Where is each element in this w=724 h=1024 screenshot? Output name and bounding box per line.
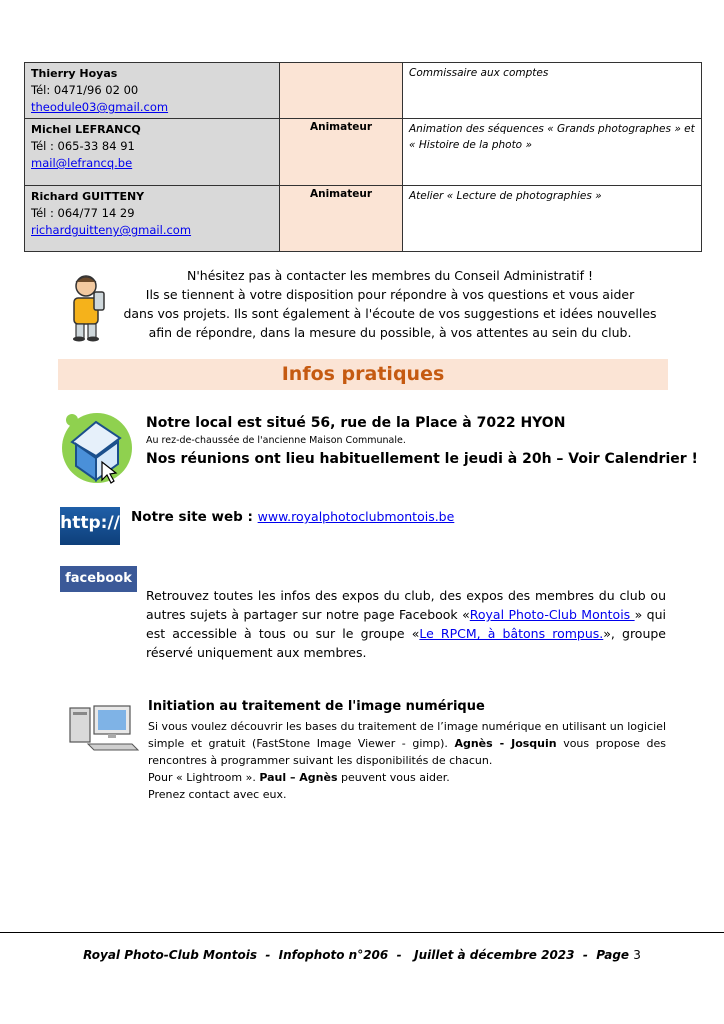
table-row	[25, 186, 702, 252]
page-number: 3	[633, 948, 641, 962]
footer-divider	[0, 932, 724, 933]
local-address: Notre local est situé 56, rue de la Place à 7022 HYON	[146, 415, 566, 431]
facebook-text: », groupe réservé uniquement aux membres.	[146, 626, 667, 660]
member-role	[280, 63, 403, 119]
initiation-title: Initiation au traitement de l'image numérique	[148, 699, 485, 714]
member-name: Michel LEFRANCQ	[31, 123, 141, 136]
website-separator: :	[242, 509, 258, 525]
website-line	[131, 509, 454, 525]
section-title: Infos pratiques	[58, 359, 668, 390]
initiation-text-part: Prenez contact avec eux.	[148, 788, 287, 801]
facebook-text: » qui est accessible à tous ou sur le groupe «	[146, 607, 666, 641]
member-role: Animateur	[280, 186, 403, 252]
contact-line: N'hésitez pas à contacter les membres du Conseil Administratif !	[186, 268, 593, 283]
contact-line: dans vos projets. Ils sont également à l'écoute de vos suggestions et idées nouvelles	[123, 306, 657, 321]
member-name: Richard GUITTENY	[31, 190, 145, 203]
page-footer	[0, 948, 724, 962]
initiation-names: Agnès - Josquin	[454, 737, 557, 750]
facebook-icon: facebook	[60, 566, 137, 592]
person-phone-icon	[64, 272, 114, 342]
member-name: Thierry Hoyas	[31, 67, 118, 80]
member-cell	[25, 119, 280, 186]
table-row	[25, 63, 702, 119]
house-click-icon	[58, 408, 136, 486]
board-members-table	[24, 62, 702, 252]
facebook-text: Retrouvez toutes les infos des expos du club, des expos des membres du club ou autres sujets à partager sur notre page Facebook «	[146, 588, 666, 622]
initiation-text	[148, 718, 666, 803]
member-cell	[25, 63, 280, 119]
initiation-names: Paul – Agnès	[259, 771, 338, 784]
local-detail: Au rez-de-chaussée de l'ancienne Maison Communale.	[146, 435, 406, 446]
member-cell	[25, 186, 280, 252]
member-phone: Tél : 065-33 84 91	[31, 139, 135, 153]
contact-line: Ils se tiennent à votre disposition pour répondre à vos questions et vous aider	[145, 287, 635, 302]
facebook-group-link[interactable]: Le RPCM, à bâtons rompus.	[419, 626, 604, 641]
facebook-paragraph	[146, 586, 666, 662]
member-role: Animateur	[280, 119, 403, 186]
computer-icon	[68, 702, 140, 752]
initiation-text-part: vous propose des rencontres à programmer suivant les disponibilités de chacun.	[148, 737, 666, 767]
member-email-link[interactable]: theodule03@gmail.com	[31, 100, 169, 114]
member-email-link[interactable]: richardguitteny@gmail.com	[31, 223, 192, 237]
website-link[interactable]: www.royalphotoclubmontois.be	[257, 509, 455, 524]
contact-message	[112, 266, 668, 342]
website-label: Notre site web	[131, 509, 243, 525]
initiation-text-part: Pour « Lightroom ».	[148, 771, 260, 784]
http-icon: http://	[60, 507, 120, 545]
member-email-link[interactable]: mail@lefrancq.be	[31, 156, 133, 170]
initiation-text-part: peuvent vous aider.	[337, 771, 450, 784]
member-description: Animation des séquences « Grands photographes » et « Histoire de la photo »	[403, 119, 702, 186]
facebook-page-link[interactable]: Royal Photo-Club Montois	[469, 607, 635, 622]
member-phone: Tél : 064/77 14 29	[31, 206, 135, 220]
meeting-info: Nos réunions ont lieu habituellement le jeudi à 20h – Voir Calendrier !	[146, 451, 698, 467]
member-description: Atelier « Lecture de photographies »	[403, 186, 702, 252]
member-phone: Tél: 0471/96 02 00	[31, 83, 139, 97]
footer-text: Royal Photo-Club Montois - Infophoto n°206 - Juillet à décembre 2023 - Page	[83, 948, 634, 962]
contact-line: afin de répondre, dans la mesure du possible, à vos attentes au sein du club.	[148, 325, 632, 340]
initiation-text-part: Si vous voulez découvrir les bases du traitement de l’image numérique en utilisant un logiciel simple et gratuit (FastStone Image Viewer - gimp).	[148, 720, 666, 750]
member-description: Commissaire aux comptes	[403, 63, 702, 119]
table-row	[25, 119, 702, 186]
